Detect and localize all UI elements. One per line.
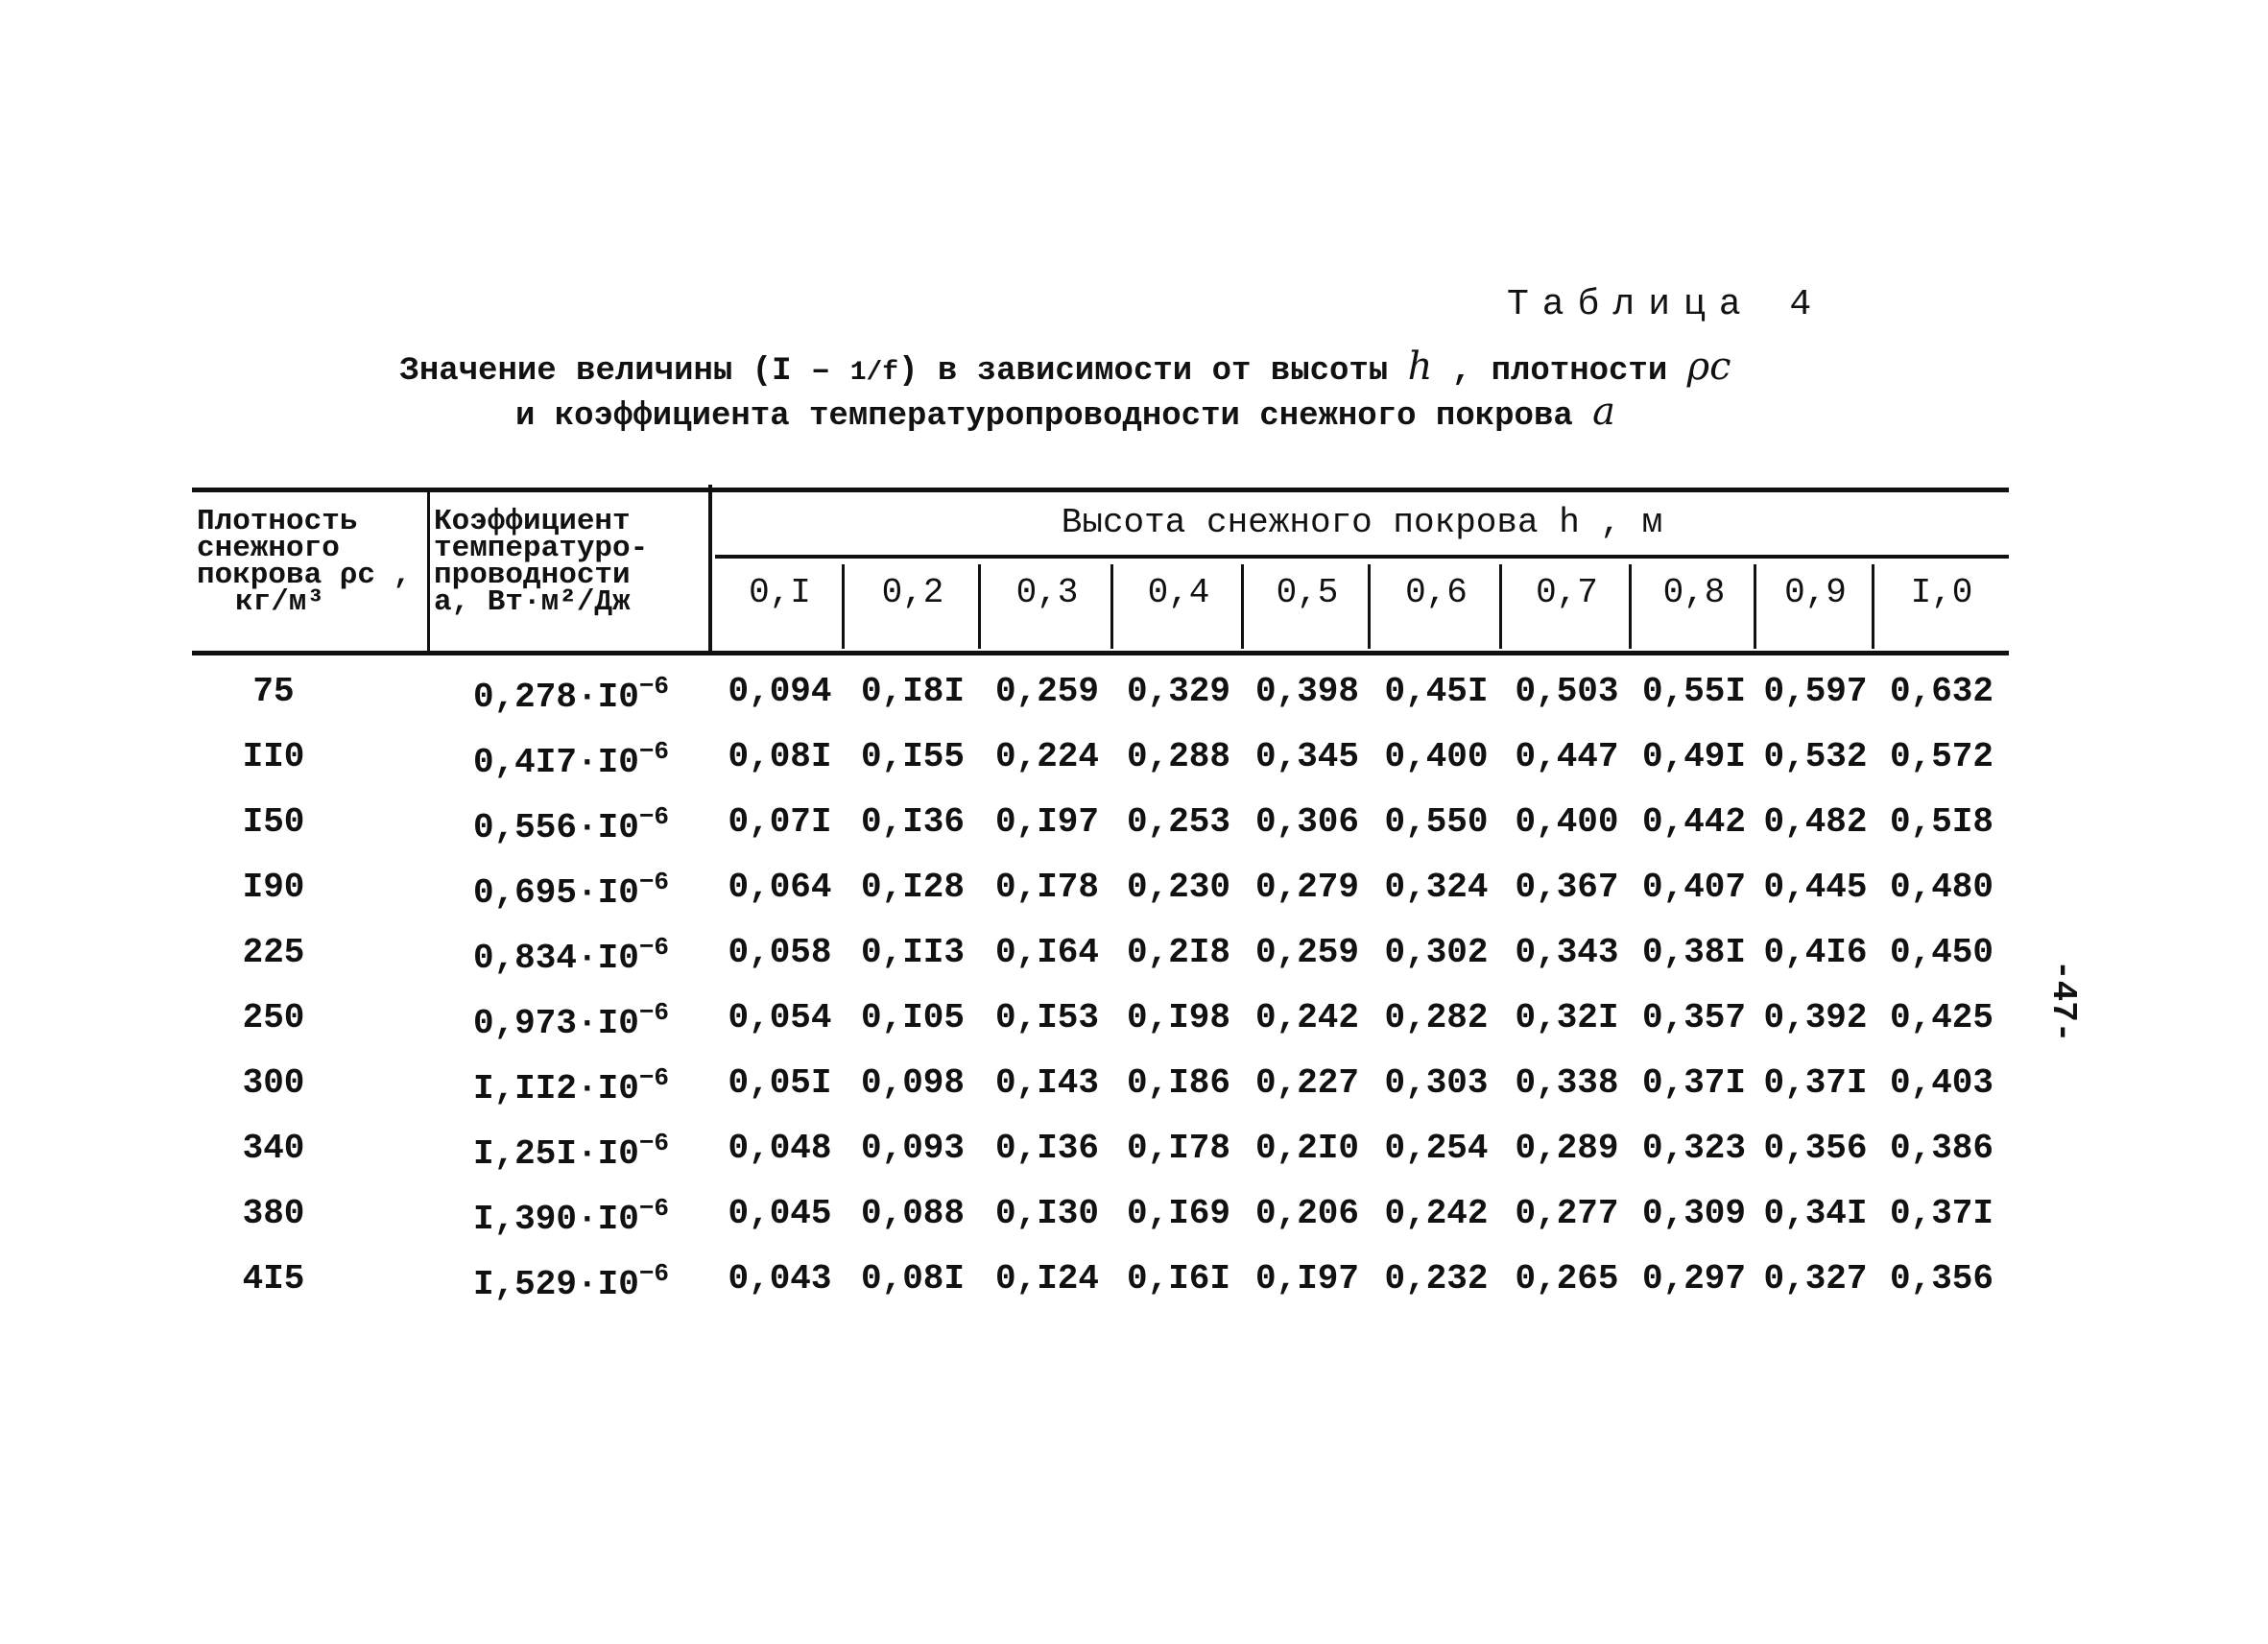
value-cell: 0,386	[1889, 1129, 1994, 1168]
value-cell: 0,265	[1515, 1259, 1619, 1299]
value-cell: 0,2I0	[1254, 1129, 1360, 1168]
coefficient-header-line: температуро-	[434, 532, 649, 565]
value-cell: 0,450	[1889, 933, 1994, 972]
value-cell: 0,058	[728, 933, 832, 972]
coefficient-cell	[437, 933, 705, 978]
value-cell: 0,32I	[1515, 998, 1619, 1037]
value-cell: 0,356	[1889, 1259, 1994, 1299]
coefficient-mantissa: 0,695·I0	[472, 873, 639, 913]
value-cell: 0,II3	[860, 933, 966, 972]
value-cell: 0,49I	[1641, 737, 1747, 776]
value-cell: 0,37I	[1889, 1194, 1994, 1233]
value-cell: 0,I97	[994, 802, 1100, 842]
value-cell: 0,345	[1254, 737, 1360, 776]
height-column-divider	[978, 564, 981, 649]
value-cell: 0,4I6	[1763, 933, 1868, 972]
value-cell: 0,55I	[1641, 672, 1747, 711]
value-cell: 0,425	[1889, 998, 1994, 1037]
value-cell: 0,I97	[1254, 1259, 1360, 1299]
value-cell: 0,503	[1515, 672, 1619, 711]
value-cell: 0,482	[1763, 802, 1868, 842]
coefficient-exponent: −6	[638, 672, 670, 701]
value-cell: 0,224	[994, 737, 1100, 776]
density-cell: 340	[242, 1129, 305, 1168]
value-cell: 0,254	[1384, 1129, 1489, 1168]
value-cell: 0,400	[1515, 802, 1619, 842]
value-cell: 0,597	[1763, 672, 1868, 711]
coefficient-mantissa: I,25I·I0	[472, 1134, 639, 1174]
coefficient-mantissa: 0,973·I0	[472, 1004, 639, 1043]
height-column-header: 0,5	[1276, 573, 1339, 612]
page-number: -47-	[2043, 960, 2083, 1043]
value-cell: 0,34I	[1763, 1194, 1868, 1233]
coefficient-exponent: −6	[638, 1259, 670, 1288]
coefficient-mantissa: 0,834·I0	[472, 939, 639, 978]
height-column-divider	[1110, 564, 1113, 649]
density-cell: 300	[242, 1063, 305, 1103]
value-cell: 0,282	[1384, 998, 1489, 1037]
height-column-divider	[1241, 564, 1244, 649]
value-cell: 0,303	[1384, 1063, 1489, 1103]
value-cell: 0,356	[1763, 1129, 1868, 1168]
value-cell: 0,5I8	[1889, 802, 1994, 842]
value-cell: 0,343	[1515, 933, 1619, 972]
value-cell: 0,572	[1889, 737, 1994, 776]
height-column-divider	[1872, 564, 1874, 649]
coefficient-exponent: −6	[638, 933, 670, 962]
value-cell: 0,I53	[994, 998, 1100, 1037]
table-top-rule	[192, 488, 2009, 492]
coefficient-cell	[437, 672, 705, 717]
value-cell: 0,I55	[860, 737, 966, 776]
coefficient-header-line: a, Вт·м²/Дж	[434, 585, 631, 619]
density-cell: 250	[242, 998, 305, 1037]
value-cell: 0,259	[1254, 933, 1360, 972]
value-cell: 0,289	[1515, 1129, 1619, 1168]
value-cell: 0,37I	[1763, 1063, 1868, 1103]
coefficient-cell	[437, 1129, 705, 1174]
value-cell: 0,I6I	[1126, 1259, 1231, 1299]
density-header-line: Плотность	[197, 505, 358, 538]
coefficient-cell	[437, 998, 705, 1043]
value-cell: 0,227	[1254, 1063, 1360, 1103]
value-cell: 0,442	[1641, 802, 1747, 842]
coefficient-exponent: −6	[638, 1194, 670, 1223]
caption-symbol-rho: ρc	[1686, 345, 1731, 389]
table-label: Таблица 4	[1507, 284, 1826, 325]
height-column-divider	[1499, 564, 1502, 649]
density-cell: I50	[242, 802, 305, 842]
value-cell: 0,I78	[1126, 1129, 1231, 1168]
height-column-header: 0,3	[1015, 573, 1079, 612]
value-cell: 0,45I	[1384, 672, 1489, 711]
value-cell: 0,I78	[994, 868, 1100, 907]
height-column-header: 0,4	[1147, 573, 1210, 612]
value-cell: 0,093	[860, 1129, 966, 1168]
height-column-header: 0,6	[1405, 573, 1468, 612]
caption-text: и коэффициента температуропроводности снежного покрова	[514, 398, 1593, 435]
coefficient-exponent: −6	[638, 1129, 670, 1157]
value-cell: 0,232	[1384, 1259, 1489, 1299]
value-cell: 0,098	[860, 1063, 966, 1103]
value-cell: 0,447	[1515, 737, 1619, 776]
value-cell: 0,043	[728, 1259, 832, 1299]
height-column-divider	[842, 564, 845, 649]
height-column-divider	[1629, 564, 1632, 649]
value-cell: 0,045	[728, 1194, 832, 1233]
header-bottom-rule	[192, 651, 2009, 655]
value-cell: 0,403	[1889, 1063, 1994, 1103]
density-header-line: снежного	[197, 532, 340, 565]
value-cell: 0,07I	[728, 802, 832, 842]
value-cell: 0,550	[1384, 802, 1489, 842]
value-cell: 0,I36	[860, 802, 966, 842]
value-cell: 0,367	[1515, 868, 1619, 907]
value-cell: 0,08I	[860, 1259, 966, 1299]
value-cell: 0,259	[994, 672, 1100, 711]
value-cell: 0,338	[1515, 1063, 1619, 1103]
table-caption	[288, 347, 1843, 436]
value-cell: 0,242	[1254, 998, 1360, 1037]
height-column-header: 0,8	[1662, 573, 1726, 612]
value-cell: 0,I69	[1126, 1194, 1231, 1233]
value-cell: 0,253	[1126, 802, 1231, 842]
coefficient-mantissa: 0,556·I0	[472, 808, 639, 847]
coefficient-cell	[437, 802, 705, 847]
value-cell: 0,445	[1763, 868, 1868, 907]
value-cell: 0,I36	[994, 1129, 1100, 1168]
density-header-line: покрова ρc ,	[197, 559, 412, 592]
value-cell: 0,I28	[860, 868, 966, 907]
value-cell: 0,I98	[1126, 998, 1231, 1037]
coefficient-exponent: −6	[638, 737, 670, 766]
value-cell: 0,302	[1384, 933, 1489, 972]
value-cell: 0,288	[1126, 737, 1231, 776]
value-cell: 0,327	[1763, 1259, 1868, 1299]
coefficient-mantissa: I,529·I0	[472, 1265, 639, 1304]
value-cell: 0,398	[1254, 672, 1360, 711]
coefficient-mantissa: 0,278·I0	[472, 678, 639, 717]
coefficient-mantissa: I,II2·I0	[472, 1069, 639, 1108]
value-cell: 0,242	[1384, 1194, 1489, 1233]
value-cell: 0,05I	[728, 1063, 832, 1103]
coefficient-header-line: Коэффициент	[434, 505, 631, 538]
height-column-header: I,0	[1910, 573, 1973, 612]
caption-text: , плотности	[1432, 353, 1687, 390]
caption-symbol-a: a	[1592, 390, 1616, 434]
value-cell: 0,088	[860, 1194, 966, 1233]
height-group-rule	[715, 555, 2009, 559]
height-column-header: 0,I	[749, 573, 811, 612]
value-cell: 0,306	[1254, 802, 1360, 842]
value-cell: 0,08I	[728, 737, 832, 776]
coefficient-cell	[437, 737, 705, 782]
coefficient-cell	[437, 1063, 705, 1108]
density-cell: 4I5	[242, 1259, 305, 1299]
coefficient-cell	[437, 1194, 705, 1239]
value-cell: 0,I30	[994, 1194, 1100, 1233]
caption-line-1	[288, 347, 1843, 393]
coefficient-cell	[437, 868, 705, 913]
coefficient-cell	[437, 1259, 705, 1304]
value-cell: 0,I86	[1126, 1063, 1231, 1103]
value-cell: 0,37I	[1641, 1063, 1747, 1103]
value-cell: 0,279	[1254, 868, 1360, 907]
density-cell: II0	[242, 737, 305, 776]
value-cell: 0,I05	[860, 998, 966, 1037]
value-cell: 0,277	[1515, 1194, 1619, 1233]
height-column-header: 0,9	[1784, 573, 1847, 612]
coefficient-exponent: −6	[638, 998, 670, 1027]
value-cell: 0,I8I	[860, 672, 966, 711]
value-cell: 0,206	[1254, 1194, 1360, 1233]
density-header	[197, 505, 419, 619]
value-cell: 0,I64	[994, 933, 1100, 972]
height-column-header: 0,2	[881, 573, 944, 612]
caption-symbol-h: h	[1407, 345, 1433, 389]
height-column-divider	[1368, 564, 1371, 649]
value-cell: 0,400	[1384, 737, 1489, 776]
caption-line-2	[288, 390, 1843, 436]
col-divider	[708, 485, 712, 653]
value-cell: 0,054	[728, 998, 832, 1037]
height-header: Высота снежного покрова h , м	[1061, 503, 1663, 542]
value-cell: 0,323	[1641, 1129, 1747, 1168]
value-cell: 0,064	[728, 868, 832, 907]
coefficient-header-line: проводности	[434, 559, 631, 592]
value-cell: 0,329	[1126, 672, 1231, 711]
caption-text: Значение величины (I –	[399, 353, 850, 390]
value-cell: 0,357	[1641, 998, 1747, 1037]
value-cell: 0,297	[1641, 1259, 1747, 1299]
density-cell: 75	[252, 672, 295, 711]
coefficient-header	[434, 505, 703, 619]
value-cell: 0,I24	[994, 1259, 1100, 1299]
value-cell: 0,2I8	[1126, 933, 1231, 972]
value-cell: 0,230	[1126, 868, 1231, 907]
value-cell: 0,480	[1889, 868, 1994, 907]
caption-text: ) в зависимости от высоты	[898, 353, 1408, 390]
col-divider	[427, 488, 430, 653]
coefficient-exponent: −6	[638, 1063, 670, 1092]
value-cell: 0,324	[1384, 868, 1489, 907]
value-cell: 0,048	[728, 1129, 832, 1168]
value-cell: 0,407	[1641, 868, 1747, 907]
height-column-divider	[1754, 564, 1756, 649]
caption-fraction: 1/f	[849, 358, 899, 388]
density-header-line: кг/м³	[235, 585, 325, 619]
value-cell: 0,632	[1889, 672, 1994, 711]
value-cell: 0,I43	[994, 1063, 1100, 1103]
coefficient-mantissa: I,390·I0	[472, 1200, 639, 1239]
height-column-header: 0,7	[1536, 573, 1598, 612]
coefficient-mantissa: 0,4I7·I0	[472, 743, 639, 782]
value-cell: 0,38I	[1641, 933, 1747, 972]
density-cell: 225	[242, 933, 305, 972]
value-cell: 0,309	[1641, 1194, 1747, 1233]
value-cell: 0,094	[728, 672, 832, 711]
coefficient-exponent: −6	[638, 868, 670, 896]
value-cell: 0,392	[1763, 998, 1868, 1037]
density-cell: I90	[242, 868, 305, 907]
density-cell: 380	[242, 1194, 305, 1233]
value-cell: 0,532	[1763, 737, 1868, 776]
coefficient-exponent: −6	[638, 802, 670, 831]
